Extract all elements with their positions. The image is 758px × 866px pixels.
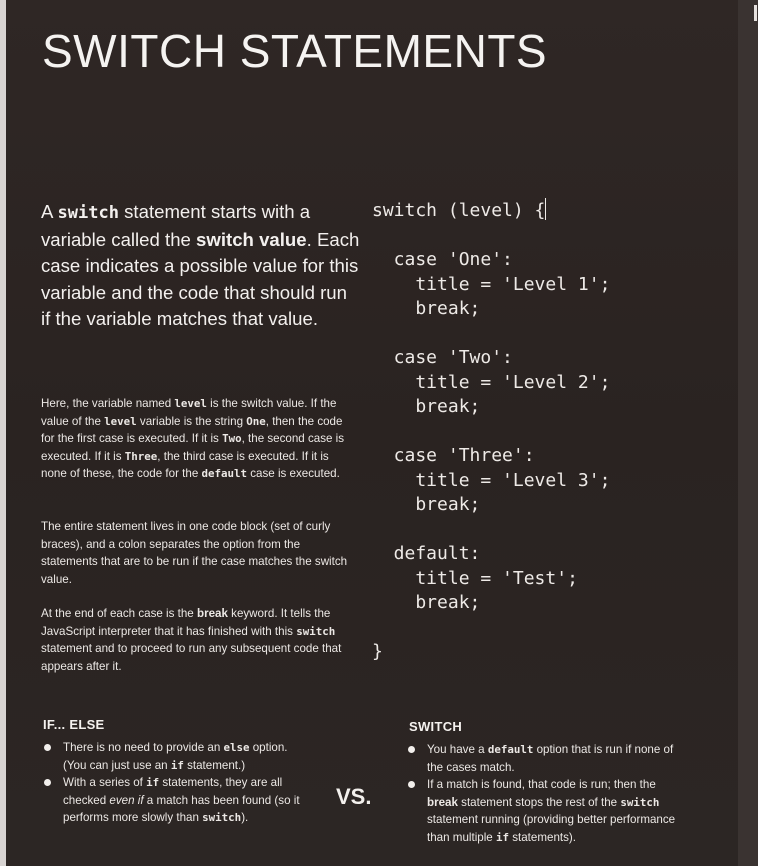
code-line: break; — [372, 592, 481, 613]
vs-label: VS. — [336, 784, 372, 809]
list-item: You have a default option that is run if none of the cases match. — [407, 741, 677, 776]
code-example — [372, 198, 610, 665]
page-title: SWITCH STATEMENTS — [42, 25, 548, 77]
switch-list — [407, 741, 677, 846]
code-line: title = 'Level 3'; — [372, 469, 611, 491]
inline-code: level — [174, 397, 207, 410]
intro-bold-switch-value: switch value — [196, 228, 307, 250]
inline-code: switch — [202, 811, 242, 824]
inline-bold: break — [427, 795, 458, 809]
intro-code-switch: switch — [57, 203, 119, 223]
inline-code: default — [201, 467, 248, 480]
inline-emphasis: even if — [109, 793, 144, 807]
inline-code: if — [495, 830, 509, 844]
inline-code: if — [146, 776, 160, 789]
code-line — [372, 322, 610, 347]
text-cursor — [545, 198, 546, 220]
code-line: case 'Two': — [372, 347, 513, 368]
code-line — [372, 420, 610, 445]
list-item: With a series of if statements, they are all checked even if a match has been found (so it performs more slowly than switch). — [43, 774, 313, 827]
code-line: } — [372, 641, 383, 662]
code-line: title = 'Test'; — [372, 567, 578, 589]
intro-text — [41, 199, 361, 333]
inline-code: if — [170, 758, 184, 772]
inline-code: One — [246, 414, 266, 428]
code-line: break; — [372, 396, 481, 417]
code-line: break; — [372, 298, 481, 319]
inline-bold: break — [196, 607, 228, 620]
code-line: case 'One': — [372, 249, 513, 270]
inline-code: Two — [222, 432, 242, 445]
inline-code: switch — [296, 624, 336, 638]
inline-code: else — [223, 741, 250, 754]
switch-heading: SWITCH — [409, 719, 463, 734]
page-edge-right — [738, 0, 758, 866]
intro-text-part: . Each case indicates a possible value for this variable and the code that should run if the variable matches that value. — [41, 228, 360, 329]
code-line: title = 'Level 1'; — [372, 273, 611, 295]
code-line — [372, 518, 610, 543]
ifelse-heading: IF... ELSE — [43, 717, 105, 732]
intro-text-part: A — [41, 201, 58, 222]
inline-code: level — [104, 414, 137, 428]
ifelse-list — [43, 739, 313, 827]
explanation-paragraph-2: The entire statement lives in one code block (set of curly braces), and a colon separates the option from the statements that are to be run if the case matches the switch value. — [41, 520, 348, 586]
inline-code: Three — [124, 449, 158, 463]
code-line — [372, 616, 610, 641]
code-line: break; — [372, 494, 481, 515]
code-line: switch (level) { — [372, 200, 546, 221]
code-line — [372, 224, 610, 249]
intro-text-part: statement starts with a variable called the — [41, 201, 311, 250]
code-line: title = 'Level 2'; — [372, 371, 611, 393]
inline-code: default — [487, 743, 534, 756]
explanation-paragraph-3: At the end of each case is the break keyword. It tells the JavaScript interpreter that it has finished with this switch statement and to proceed to run any subsequent code that appears after it. — [41, 607, 342, 673]
inline-code: switch — [620, 795, 660, 809]
code-line: case 'Three': — [372, 445, 535, 466]
code-line: default: — [372, 543, 481, 564]
list-item: If a match is found, that code is run; then the break statement stops the rest of the switch statement running (providing better performance than multiple if statements). — [407, 776, 677, 846]
list-item: There is no need to provide an else option. (You can just use an if statement.) — [43, 739, 313, 774]
explanation-paragraph-1: Here, the variable named level is the switch value. If the value of the level variable is the string One, then the code for the first case is executed. If it is Two, the second case is executed. If it is Three, the third case is executed. If it is none of these, the code for the default case is executed. — [41, 397, 345, 480]
